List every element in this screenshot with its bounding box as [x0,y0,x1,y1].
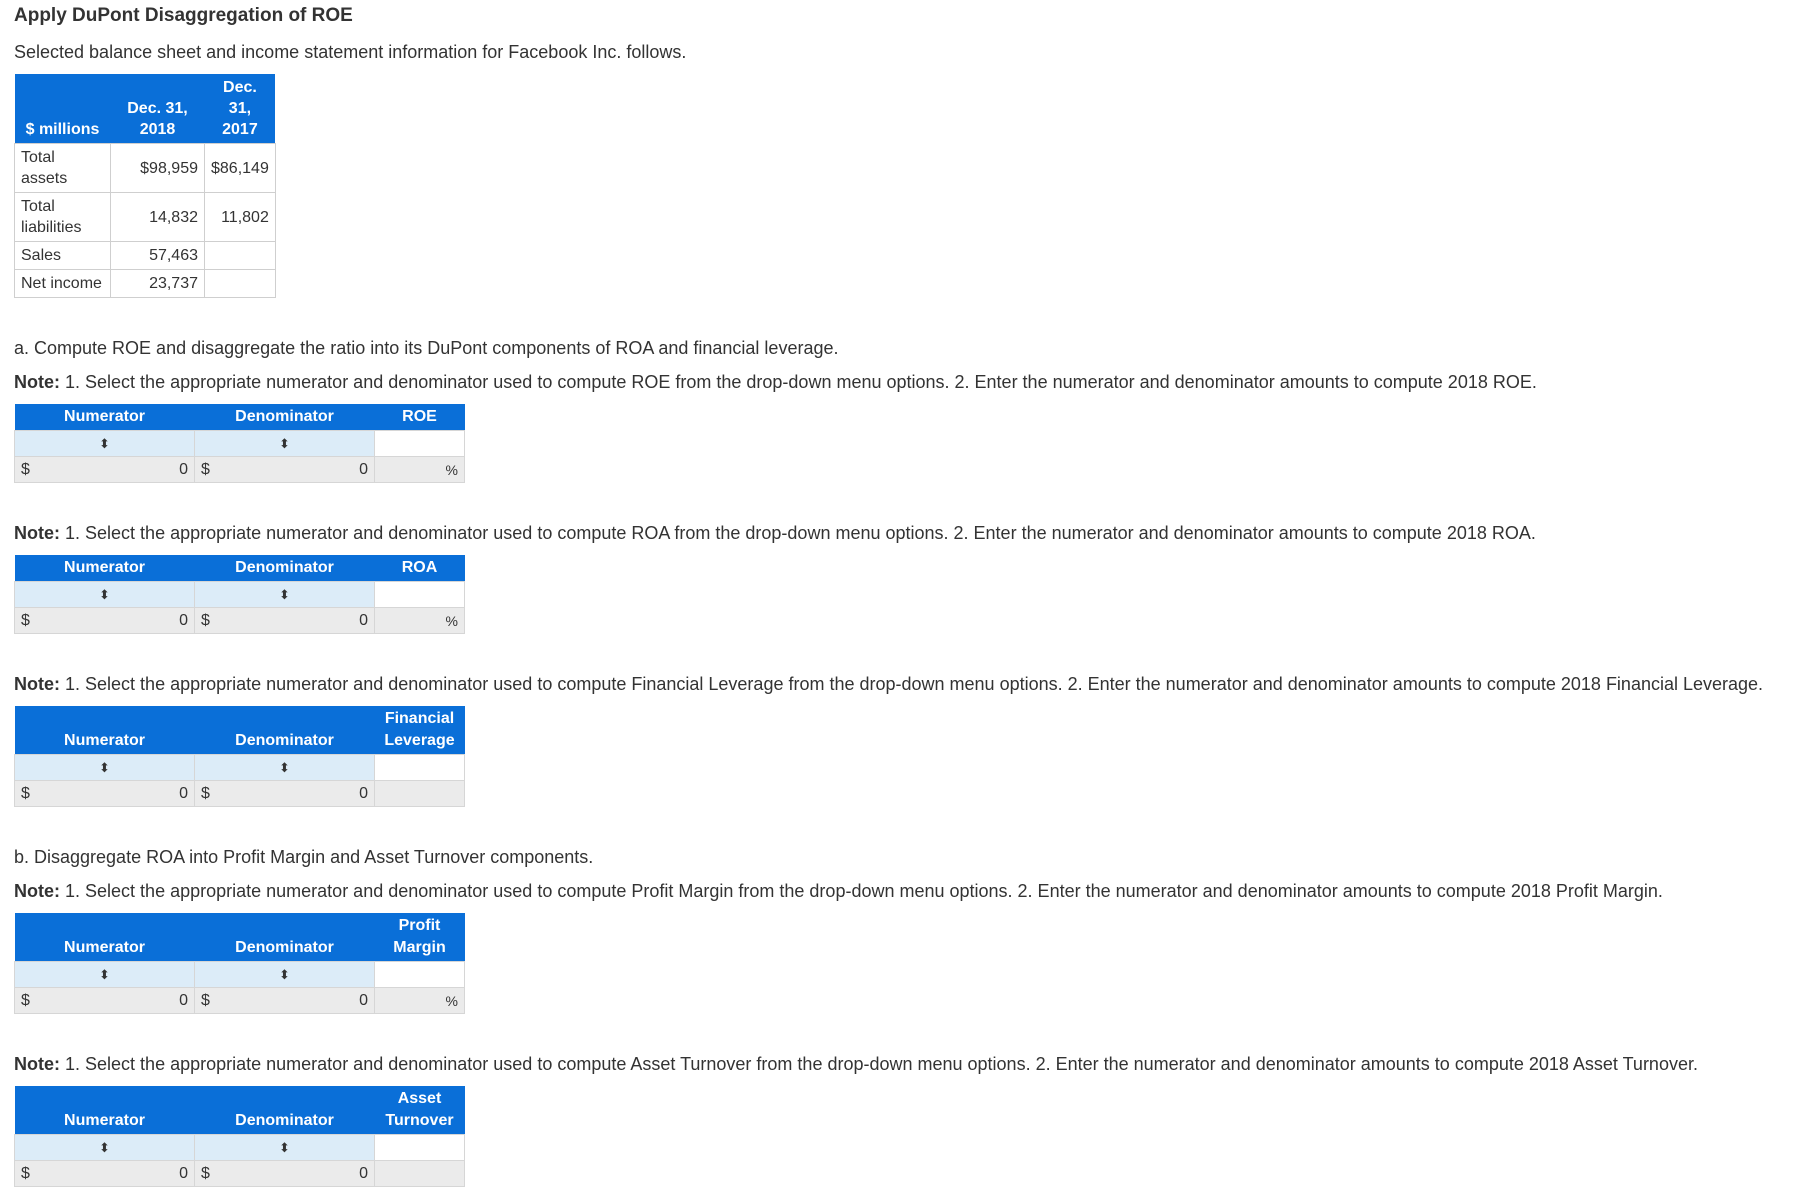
numerator-amount-input[interactable] [15,1161,195,1187]
select-arrows-icon: ⬍ [279,587,290,602]
result-spacer [375,962,465,988]
percent-sign: % [445,612,458,629]
note-label: Note: [14,674,60,694]
header-2018: Dec. 31, 2018 [111,74,205,144]
note-label: Note: [14,523,60,543]
note-text: 1. Select the appropriate numerator and denominator used to compute ROA from the drop-down menu options. 2. Enter the numerator and denominator amounts to compute 2018 ROA. [65,523,1536,543]
note-label: Note: [14,881,60,901]
dollar-sign: $ [201,460,210,478]
asset-turnover-header: Asset Turnover [375,1086,465,1135]
profit-margin-note [14,879,1802,903]
select-arrows-icon: ⬍ [99,1140,110,1155]
value-2018: 14,832 [111,193,205,242]
denominator-amount-input[interactable] [195,457,375,483]
numerator-select[interactable] [15,962,195,988]
denominator-amount-input[interactable] [195,608,375,634]
numerator-amount-input[interactable] [15,781,195,807]
denominator-header: Denominator [195,706,375,755]
numerator-header: Numerator [15,913,195,962]
denominator-amount-input[interactable] [195,781,375,807]
financial-leverage-note [14,672,1802,696]
numerator-amount-input[interactable] [15,988,195,1014]
note-label: Note: [14,372,60,392]
select-arrows-icon: ⬍ [279,760,290,775]
select-arrows-icon: ⬍ [279,436,290,451]
value-2017 [205,242,276,270]
numerator-header: Numerator [15,555,195,582]
select-arrows-icon: ⬍ [279,967,290,982]
dollar-sign: $ [21,784,30,802]
roa-note [14,521,1802,545]
financial-leverage-calc-table [14,706,465,807]
profit-margin-result-field[interactable] [375,988,465,1014]
numerator-select[interactable] [15,582,195,608]
result-spacer [375,1135,465,1161]
intro-text: Selected balance sheet and income statement information for Facebook Inc. follows. [14,42,687,62]
note-text: 1. Select the appropriate numerator and denominator used to compute Financial Leverage from the drop-down menu options. 2. Enter the numerator and denominator amounts to compute 2018 Financial Leverage. [65,674,1764,694]
denominator-header: Denominator [195,555,375,582]
financial-leverage-result-field[interactable] [375,781,465,807]
value-2017 [205,270,276,298]
amount-value: 0 [179,784,188,802]
dollar-sign: $ [21,991,30,1009]
numerator-amount-input[interactable] [15,457,195,483]
denominator-header: Denominator [195,913,375,962]
dollar-sign: $ [201,784,210,802]
value-2017: $86,149 [205,144,276,193]
note-text: 1. Select the appropriate numerator and denominator used to compute Profit Margin from the drop-down menu options. 2. Enter the numerator and denominator amounts to compute 2018 Profit Margin. [65,881,1663,901]
table-row [15,270,276,298]
roa-header: ROA [375,555,465,582]
amount-value: 0 [359,460,368,478]
part-a-question: a. Compute ROE and disaggregate the ratio into its DuPont components of ROA and financial leverage. [14,338,839,358]
roa-result-field[interactable] [375,608,465,634]
numerator-select[interactable] [15,1135,195,1161]
amount-value: 0 [179,611,188,629]
numerator-select[interactable] [15,431,195,457]
asset-turnover-note [14,1052,1802,1076]
profit-margin-header: Profit Margin [375,913,465,962]
profit-margin-calc-table [14,913,465,1014]
table-row [15,242,276,270]
value-2018: 57,463 [111,242,205,270]
denominator-header: Denominator [195,404,375,431]
amount-value: 0 [359,784,368,802]
note-text: 1. Select the appropriate numerator and denominator used to compute Asset Turnover from the drop-down menu options. 2. Enter the numerator and denominator amounts to compute 2018 Asset Turnover. [65,1054,1698,1074]
asset-turnover-result-field[interactable] [375,1161,465,1187]
dollar-sign: $ [201,611,210,629]
balance-sheet-table [14,74,276,298]
row-label: Total assets [15,144,111,193]
amount-value: 0 [359,611,368,629]
note-text: 1. Select the appropriate numerator and denominator used to compute ROE from the drop-down menu options. 2. Enter the numerator and denominator amounts to compute 2018 ROE. [65,372,1537,392]
dollar-sign: $ [21,1164,30,1182]
table-row [15,144,276,193]
amount-value: 0 [359,1164,368,1182]
select-arrows-icon: ⬍ [99,436,110,451]
value-2017: 11,802 [205,193,276,242]
table-row [15,193,276,242]
denominator-header: Denominator [195,1086,375,1135]
row-label: Sales [15,242,111,270]
dollar-sign: $ [201,1164,210,1182]
roa-calc-table [14,555,465,634]
roe-header: ROE [375,404,465,431]
header-millions: $ millions [15,74,111,144]
header-2017: Dec. 31, 2017 [205,74,276,144]
result-spacer [375,755,465,781]
denominator-select[interactable] [195,582,375,608]
dollar-sign: $ [201,991,210,1009]
numerator-amount-input[interactable] [15,608,195,634]
select-arrows-icon: ⬍ [99,967,110,982]
result-spacer [375,431,465,457]
note-label: Note: [14,1054,60,1074]
select-arrows-icon: ⬍ [279,1140,290,1155]
select-arrows-icon: ⬍ [99,760,110,775]
denominator-amount-input[interactable] [195,1161,375,1187]
amount-value: 0 [359,991,368,1009]
numerator-header: Numerator [15,706,195,755]
percent-sign: % [445,461,458,478]
denominator-select[interactable] [195,962,375,988]
select-arrows-icon: ⬍ [99,587,110,602]
denominator-select[interactable] [195,1135,375,1161]
balance-sheet-header-row [15,74,276,144]
numerator-select[interactable] [15,755,195,781]
numerator-header: Numerator [15,1086,195,1135]
dollar-sign: $ [21,460,30,478]
result-spacer [375,582,465,608]
numerator-header: Numerator [15,404,195,431]
roe-note [14,370,1802,394]
asset-turnover-calc-table [14,1086,465,1187]
row-label: Net income [15,270,111,298]
part-b-question: b. Disaggregate ROA into Profit Margin and Asset Turnover components. [14,847,594,867]
value-2018: $98,959 [111,144,205,193]
denominator-amount-input[interactable] [195,988,375,1014]
denominator-select[interactable] [195,755,375,781]
denominator-select[interactable] [195,431,375,457]
roe-calc-table [14,404,465,483]
amount-value: 0 [179,991,188,1009]
dollar-sign: $ [21,611,30,629]
financial-leverage-header: Financial Leverage [375,706,465,755]
roe-result-field[interactable] [375,457,465,483]
percent-sign: % [445,992,458,1009]
amount-value: 0 [179,1164,188,1182]
amount-value: 0 [179,460,188,478]
row-label: Total liabilities [15,193,111,242]
page-title: Apply DuPont Disaggregation of ROE [14,5,353,26]
value-2018: 23,737 [111,270,205,298]
